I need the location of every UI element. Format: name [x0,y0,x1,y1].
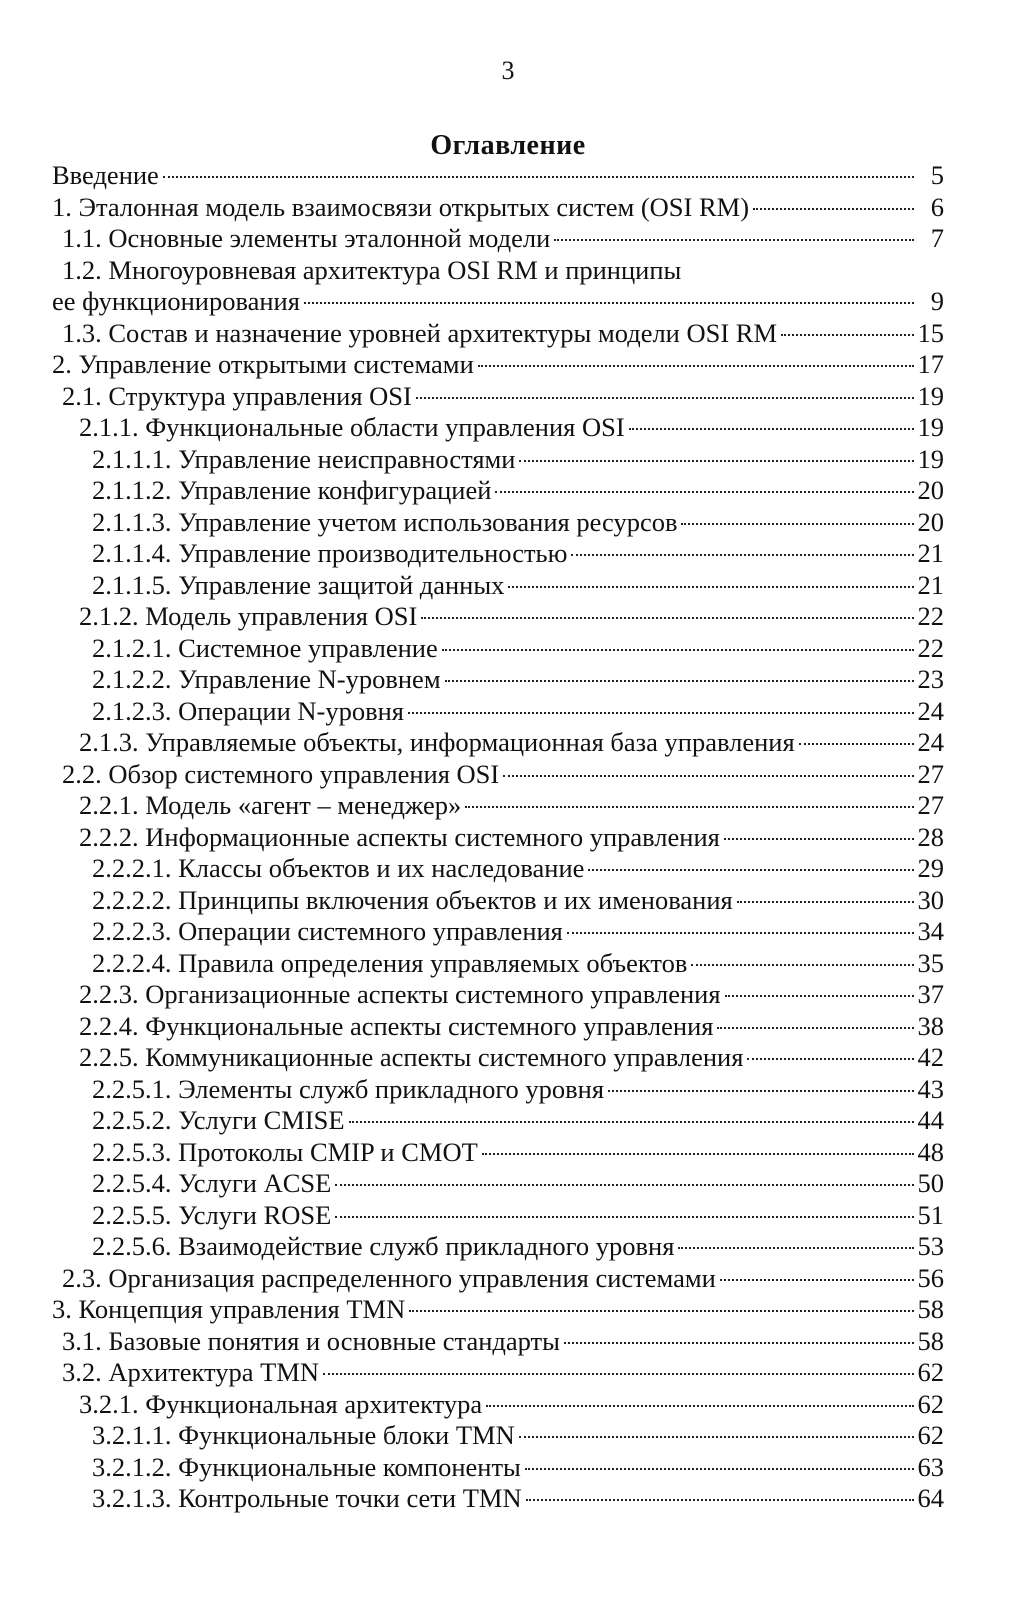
toc-entry[interactable] [52,255,944,287]
toc-entry-page: 63 [917,1451,944,1482]
toc-entry-title: 3. Концепция управления TMN [52,1294,406,1324]
toc-entry-page: 38 [917,1010,944,1041]
toc-entry-page: 7 [930,223,944,253]
toc-entry-page: 43 [917,1073,944,1104]
dot-leader [465,806,913,808]
dot-leader [508,586,913,588]
toc-entry-title: 2.1.1.4. Управление производительностью [92,538,568,568]
toc-entry[interactable] [52,1326,944,1358]
toc-entry-title: 2.1.1.2. Управление конфигурацией [92,475,492,505]
dot-leader [753,208,914,210]
toc-entry[interactable] [52,948,944,980]
toc-entry-title: 3.2.1.2. Функциональные компоненты [92,1451,521,1482]
dot-leader [781,334,913,336]
toc-entry[interactable] [52,1137,944,1169]
toc-entry[interactable] [52,1168,944,1200]
dot-leader [724,838,914,840]
toc-entry-title: 2.2. Обзор системного управления OSI [62,758,500,789]
toc-entry-title: 2.1.1. Функциональные области управления OSI [79,412,625,442]
toc-entry[interactable] [52,318,944,350]
toc-entry-title: 2.1.1.3. Управление учетом использования ресурсов [92,506,678,537]
dot-leader [445,680,914,682]
toc-entry-page: 5 [930,160,944,190]
toc-entry[interactable] [52,790,944,822]
toc-entry-page: 51 [917,1199,944,1230]
dot-leader [416,397,914,399]
toc-entry[interactable] [52,822,944,854]
dot-leader [725,995,914,997]
toc-entry[interactable] [52,696,944,728]
toc-entry-page: 56 [917,1262,944,1293]
toc-entry-page: 58 [917,1294,944,1324]
toc-entry-page: 19 [917,443,944,474]
dot-leader [799,743,914,745]
toc-entry[interactable] [52,759,944,791]
dot-leader [163,176,914,178]
toc-entry-title: 2.1.1.5. Управление защитой данных [92,569,505,600]
toc-entry-page: 29 [917,853,944,883]
toc-entry-title: 1.2. Многоуровневая архитектура OSI RM и принципы [62,254,682,285]
toc-entry-title: 2.2.4. Функциональные аспекты системного управления [79,1010,714,1041]
toc-entry-page: 19 [917,380,944,411]
toc-entry[interactable] [52,633,944,665]
toc-entry-title: 2.2.5.6. Взаимодействие служб прикладного уровня [92,1231,675,1261]
toc-entry-page: 62 [917,1388,944,1419]
dot-leader [409,1310,913,1312]
toc-entry-title: 2.1.2.1. Системное управление [92,632,438,663]
toc-entry-title: 3.2. Архитектура TMN [62,1357,320,1387]
toc-entry[interactable] [52,979,944,1011]
toc-entry-page: 58 [917,1325,944,1356]
toc-entry-title: 2.1.2. Модель управления OSI [79,601,418,631]
dot-leader [571,554,913,556]
toc-entry-title: 3.2.1.3. Контрольные точки сети TMN [92,1483,522,1513]
dot-leader [720,1279,914,1281]
dot-leader [482,1153,914,1155]
toc-entry[interactable] [52,885,944,917]
toc-entry[interactable] [52,916,944,948]
toc-entry-page: 44 [917,1105,944,1135]
toc-entry[interactable] [52,475,944,507]
dot-leader [691,964,913,966]
toc-entry-title: 2.2.5.4. Услуги ACSE [92,1168,332,1198]
toc-entry-page: 62 [917,1420,944,1450]
toc-entry[interactable] [52,381,944,413]
toc-entry-title: 2.2.2.3. Операции системного управления [92,916,563,946]
dot-leader [421,617,913,619]
dot-leader [567,932,914,934]
toc-entry-page: 50 [917,1168,944,1198]
toc-entry-title: 3.2.1. Функциональная архитектура [79,1388,483,1419]
toc-entry[interactable] [52,1231,944,1263]
toc-entry[interactable] [52,1483,944,1515]
dot-leader [737,901,914,903]
dot-leader [747,1058,913,1060]
toc-entry-title: 1. Эталонная модель взаимосвязи открытых систем (OSI RM) [52,191,750,222]
toc-entry[interactable] [52,1357,944,1389]
toc-entry-page: 27 [917,790,944,820]
toc-entry[interactable] [52,664,944,696]
toc-entry-page: 34 [917,916,944,946]
toc-entry[interactable] [52,286,944,318]
toc-entry-title: 2.2.2. Информационные аспекты системного управления [79,821,720,852]
toc-entry[interactable] [52,1074,944,1106]
table-of-contents [52,160,944,1515]
toc-entry-page: 9 [930,286,944,316]
dot-leader [304,302,914,304]
dot-leader [608,1090,913,1092]
toc-entry-page: 24 [917,695,944,726]
toc-entry-page: 23 [917,664,944,694]
toc-entry[interactable] [52,727,944,759]
toc-entry-page: 28 [917,821,944,852]
toc-entry-page: 42 [917,1042,944,1072]
toc-entry[interactable] [52,601,944,633]
toc-entry-page: 35 [917,947,944,978]
toc-entry[interactable] [52,160,944,192]
toc-entry[interactable] [52,538,944,570]
toc-entry[interactable] [52,1200,944,1232]
dot-leader [408,712,914,714]
toc-entry-title: 2.1.2.2. Управление N-уровнем [92,664,441,694]
toc-entry-title: ее функционирования [52,286,300,316]
toc-entry[interactable] [52,1420,944,1452]
toc-entry-title: 2.3. Организация распределенного управления системами [62,1262,716,1293]
toc-entry-title: 2.2.5.3. Протоколы CMIP и CMOT [92,1136,478,1167]
dot-leader [349,1121,914,1123]
toc-entry-title: 2. Управление открытыми системами [52,349,474,379]
dot-leader [717,1027,913,1029]
toc-entry-title: 1.3. Состав и назначение уровней архитектуры модели OSI RM [62,317,778,348]
dot-leader [519,460,913,462]
toc-entry-page: 20 [917,506,944,537]
page-number: 3 [501,56,515,85]
toc-entry-page: 53 [917,1231,944,1261]
dot-leader [554,239,914,241]
toc-entry-title: 2.1.3. Управляемые объекты, информационная база управления [79,727,795,757]
toc-entry-title: 2.2.1. Модель «агент – менеджер» [79,790,462,820]
toc-entry-page: 24 [917,727,944,757]
toc-entry[interactable] [52,1263,944,1295]
toc-title: Оглавление [430,130,586,161]
toc-entry-page: 48 [917,1136,944,1167]
dot-leader [442,649,914,651]
toc-entry-title: 3.2.1.1. Функциональные блоки TMN [92,1420,515,1450]
toc-entry[interactable] [52,1389,944,1421]
toc-entry-title: 2.2.2.2. Принципы включения объектов и их именования [92,884,733,915]
toc-entry-page: 21 [917,569,944,600]
toc-entry-title: 2.2.5.1. Элементы служб прикладного уровня [92,1073,605,1104]
toc-entry-title: 2.1.1.1. Управление неисправностями [92,443,516,474]
toc-entry-page: 62 [917,1357,944,1387]
toc-entry-title: 2.2.2.1. Классы объектов и их наследование [92,853,585,883]
toc-entry[interactable] [52,444,944,476]
toc-entry-page: 6 [930,191,944,222]
toc-entry-page: 27 [917,758,944,789]
toc-entry-page: 17 [917,349,944,379]
toc-entry-page: 15 [917,317,944,348]
toc-entry-title: 2.2.5.2. Услуги CMISE [92,1105,345,1135]
toc-entry-title: 2.2.5. Коммуникационные аспекты системного управления [79,1042,744,1072]
dot-leader [495,491,913,493]
toc-entry[interactable] [52,412,944,444]
toc-entry-page: 19 [917,412,944,442]
dot-leader [588,869,913,871]
toc-entry[interactable] [52,1452,944,1484]
toc-entry[interactable] [52,349,944,381]
dot-leader [335,1216,913,1218]
dot-leader [526,1499,914,1501]
toc-entry[interactable] [52,507,944,539]
toc-entry-page: 37 [917,979,944,1009]
dot-leader [678,1247,913,1249]
toc-entry[interactable] [52,223,944,255]
toc-entry-page: 20 [917,475,944,505]
toc-entry-title: 2.2.3. Организационные аспекты системного управления [79,979,721,1009]
toc-entry[interactable] [52,1294,944,1326]
dot-leader [478,365,914,367]
toc-entry[interactable] [52,1105,944,1137]
toc-entry-page: 30 [917,884,944,915]
toc-entry-title: 1.1. Основные элементы эталонной модели [62,223,551,253]
dot-leader [503,775,913,777]
toc-entry-page: 64 [917,1483,944,1513]
toc-entry[interactable] [52,1042,944,1074]
toc-entry-title: 3.1. Базовые понятия и основные стандарты [62,1325,560,1356]
dot-leader [629,428,914,430]
toc-entry-page: 21 [917,538,944,568]
dot-leader [519,1436,914,1438]
toc-entry[interactable] [52,192,944,224]
toc-entry-page: 22 [917,632,944,663]
toc-entry-title: 2.2.2.4. Правила определения управляемых объектов [92,947,688,978]
dot-leader [681,523,913,525]
toc-entry[interactable] [52,570,944,602]
dot-leader [323,1373,913,1375]
toc-entry-title: 2.1. Структура управления OSI [62,380,412,411]
toc-entry-page: 22 [917,601,944,631]
toc-entry-title: Введение [52,160,159,190]
toc-entry-title: 2.2.5.5. Услуги ROSE [92,1199,332,1230]
toc-entry-title: 2.1.2.3. Операции N-уровня [92,695,404,726]
dot-leader [564,1342,914,1344]
dot-leader [486,1405,913,1407]
dot-leader [335,1184,913,1186]
toc-entry[interactable] [52,853,944,885]
dot-leader [525,1468,914,1470]
toc-entry[interactable] [52,1011,944,1043]
